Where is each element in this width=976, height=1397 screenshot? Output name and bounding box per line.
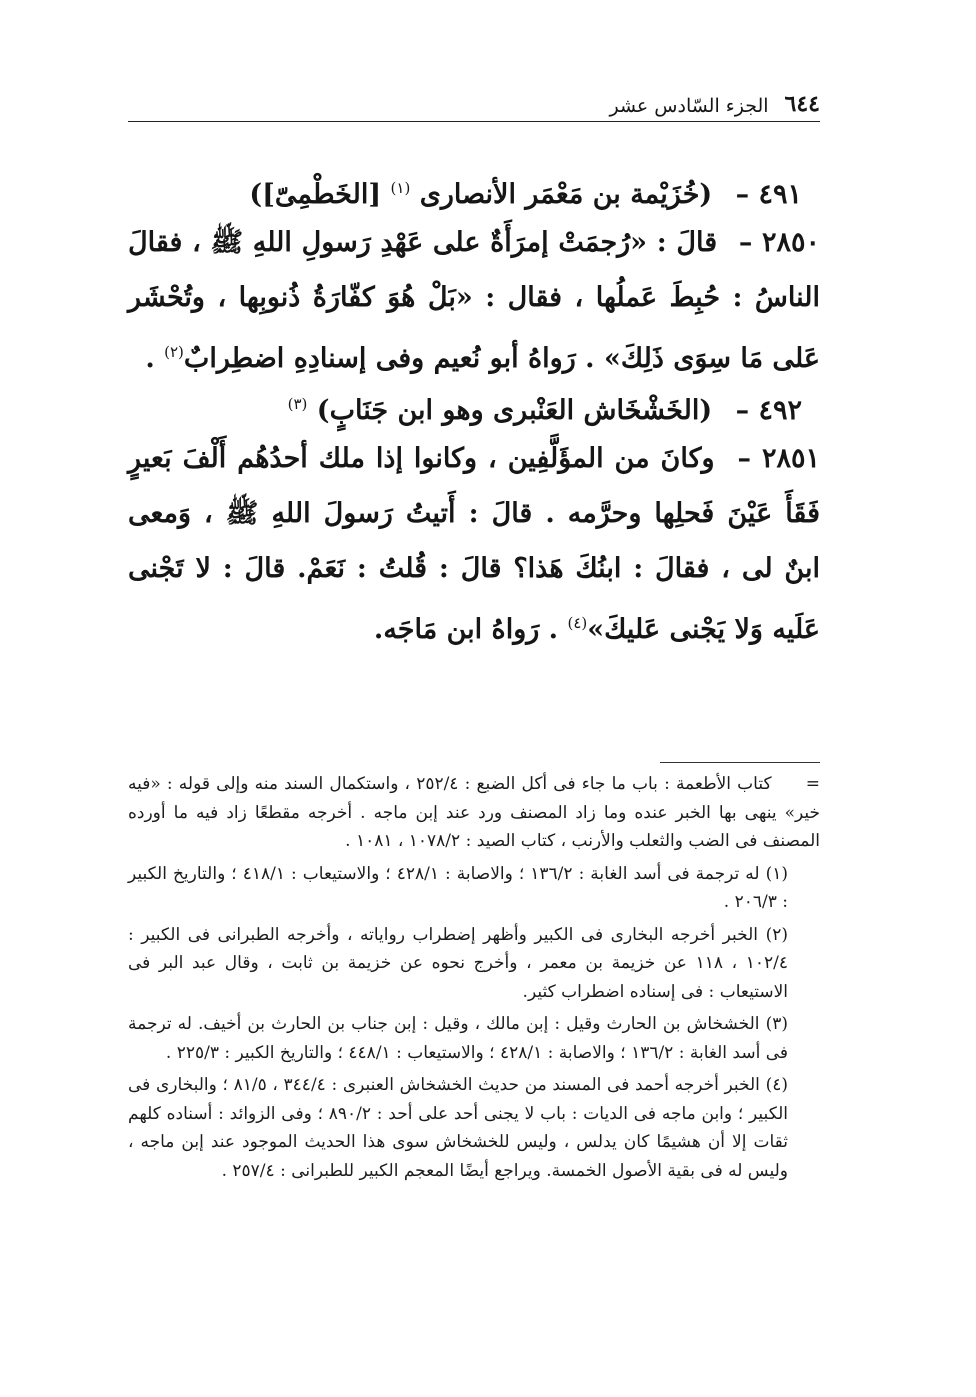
footnotes	[128, 770, 820, 1189]
entry-491	[128, 168, 820, 386]
footnote-4	[128, 1071, 820, 1185]
entry-heading	[128, 384, 820, 431]
footnote-text: الخبر أخرجه أحمد فى المسند من حديث الخشخاش العنبرى : ٣٤٤/٤ ، ٨١/٥ ؛ والبخارى فى الكبير ؛ وابن ماجه فى الديات : باب لا يجنى أحد على أحد : ٨٩٠/٢ ؛ وفى الزوائد : أسناده كلهم ثقات إلا أن هشيمًا كان يدلس ، وليس للخشخاش سوى هذا الحديث الموجود عند إبن ماجه ، وليس له فى بقية الأصول الخمسة. ويراجع أيضًا المعجم الكبير للطبرانى : ٢٥٧/٤ .	[128, 1075, 788, 1181]
hadith-number: ٢٨٥٠ –	[738, 227, 821, 258]
hadith-text-block	[128, 431, 820, 657]
entry-number: ٤٩١ –	[735, 179, 802, 210]
hadith-end: .	[145, 343, 155, 374]
entry-number: ٤٩٢ –	[735, 395, 802, 426]
hadith-number: ٢٨٥١ –	[737, 443, 820, 474]
footnote-2	[128, 921, 820, 1007]
footnote-ref: (١)	[390, 179, 411, 197]
footnote-marker: (٣)	[765, 1014, 788, 1034]
footnote-marker: =	[805, 774, 820, 794]
footnote-marker: (٢)	[765, 924, 788, 945]
footnote-ref: (٤)	[567, 614, 588, 632]
hadith-text: وكانَ من المؤَلَّفِين ، وكانوا إذا ملك أحدُهُم أَلْفَ بَعيرٍ فَقَأَ عَيْنَ فَحلِها وحرَّمه . قالَ : أَتيتُ رَسولَ اللهِ ﷺ ، وَمعى ابنٌ لى ، فقالَ : ابنُكَ هَذا؟ قالَ : قُلتُ : نَعَمْ. قالَ : لا تَجْنى عَلَيه وَلا يَجْنى عَليكَ»	[128, 443, 820, 645]
hadith-end: . رَواهُ ابن مَاجَه.	[373, 614, 559, 645]
footnote-marker: (٤)	[765, 1075, 789, 1095]
footnote-continuation	[128, 770, 820, 856]
hadith-text: قالَ : «رُجمَتْ إمرَأَةٌ على عَهْدِ رَسولِ اللهِ ﷺ ، فقالَ الناسُ : حُبِطَ عَملُها ، فقال : «بَلْ هُوَ كفّارَةُ ذُنوبِها ، وتُحْشَر عَلى مَا سِوَى ذَلِكَ» . رَواهُ أبو نُعيم وفى إسنادِهِ اضطِرابٌ	[128, 227, 820, 374]
footnote-ref: (٣)	[287, 395, 308, 413]
running-header	[128, 88, 820, 122]
footnote-text: كتاب الأطعمة : باب ما جاء فى أكل الضبع : ٢٥٢/٤ ، واستكمال السند منه وإلى قوله : «فيه خير» ينهى بها الخبر عنده وما زاد المصنف ورد عند إبن ماجه . أخرجه مقطعًا زاد فيه ما أورده المصنف فى الضب والثعلب والأرنب ، كتاب الصيد : ١٠٧٨/٢ ، ١٠٨١ .	[128, 774, 820, 851]
footnote-separator	[660, 762, 820, 763]
page-number: ٦٤٤	[784, 91, 820, 117]
hadith-text-block	[128, 215, 820, 386]
footnote-text: الخبر أخرجه البخارى فى الكبير وأظهر إضطراب رواياته ، وأخرجه الطبرانى فى الكبير : ١٠٢/٤ ، ١١٨ عن خزيمة بن معمر ، وأخرج نحوه عن خزيمة بن ثابت ، وقال عبد البر فى الاستيعاب : فى إسناده اضطراب كثير.	[128, 924, 789, 1002]
footnote-1	[128, 860, 820, 917]
footnote-text: الخشخاش بن الحارث وقيل : إبن مالك ، وقيل : إبن جناب بن الحارث بن أخيف. له ترجمة فى أسد الغابة : ١٣٦/٢ ؛ والاصابة : ٤٢٨/١ ؛ والاستيعاب : ٤٤٨/١ ؛ والتاريخ الكبير : ٢٢٥/٣ .	[128, 1014, 788, 1063]
entry-name-tail: [الخَطْمِىّ])	[249, 179, 382, 210]
entry-492	[128, 384, 820, 657]
footnote-ref: (٢)	[164, 343, 184, 361]
entry-name: (الخَشْخَاش العَنْبرى وهو ابن جَنَابٍ)	[316, 395, 713, 426]
footnote-3	[128, 1010, 820, 1067]
volume-title: الجزء السّادس عشر	[609, 95, 769, 117]
entry-name: (خُزَيْمة بن مَعْمَر الأنصارى	[419, 179, 713, 210]
entry-heading	[128, 168, 820, 215]
footnote-marker: (١)	[765, 863, 789, 884]
footnote-text: له ترجمة فى أسد الغابة : ١٣٦/٢ ؛ والاصابة : ٤٢٨/١ ؛ والاستيعاب : ٤١٨/١ ؛ والتاريخ الكبير : ٢٠٦/٣ .	[128, 863, 788, 912]
